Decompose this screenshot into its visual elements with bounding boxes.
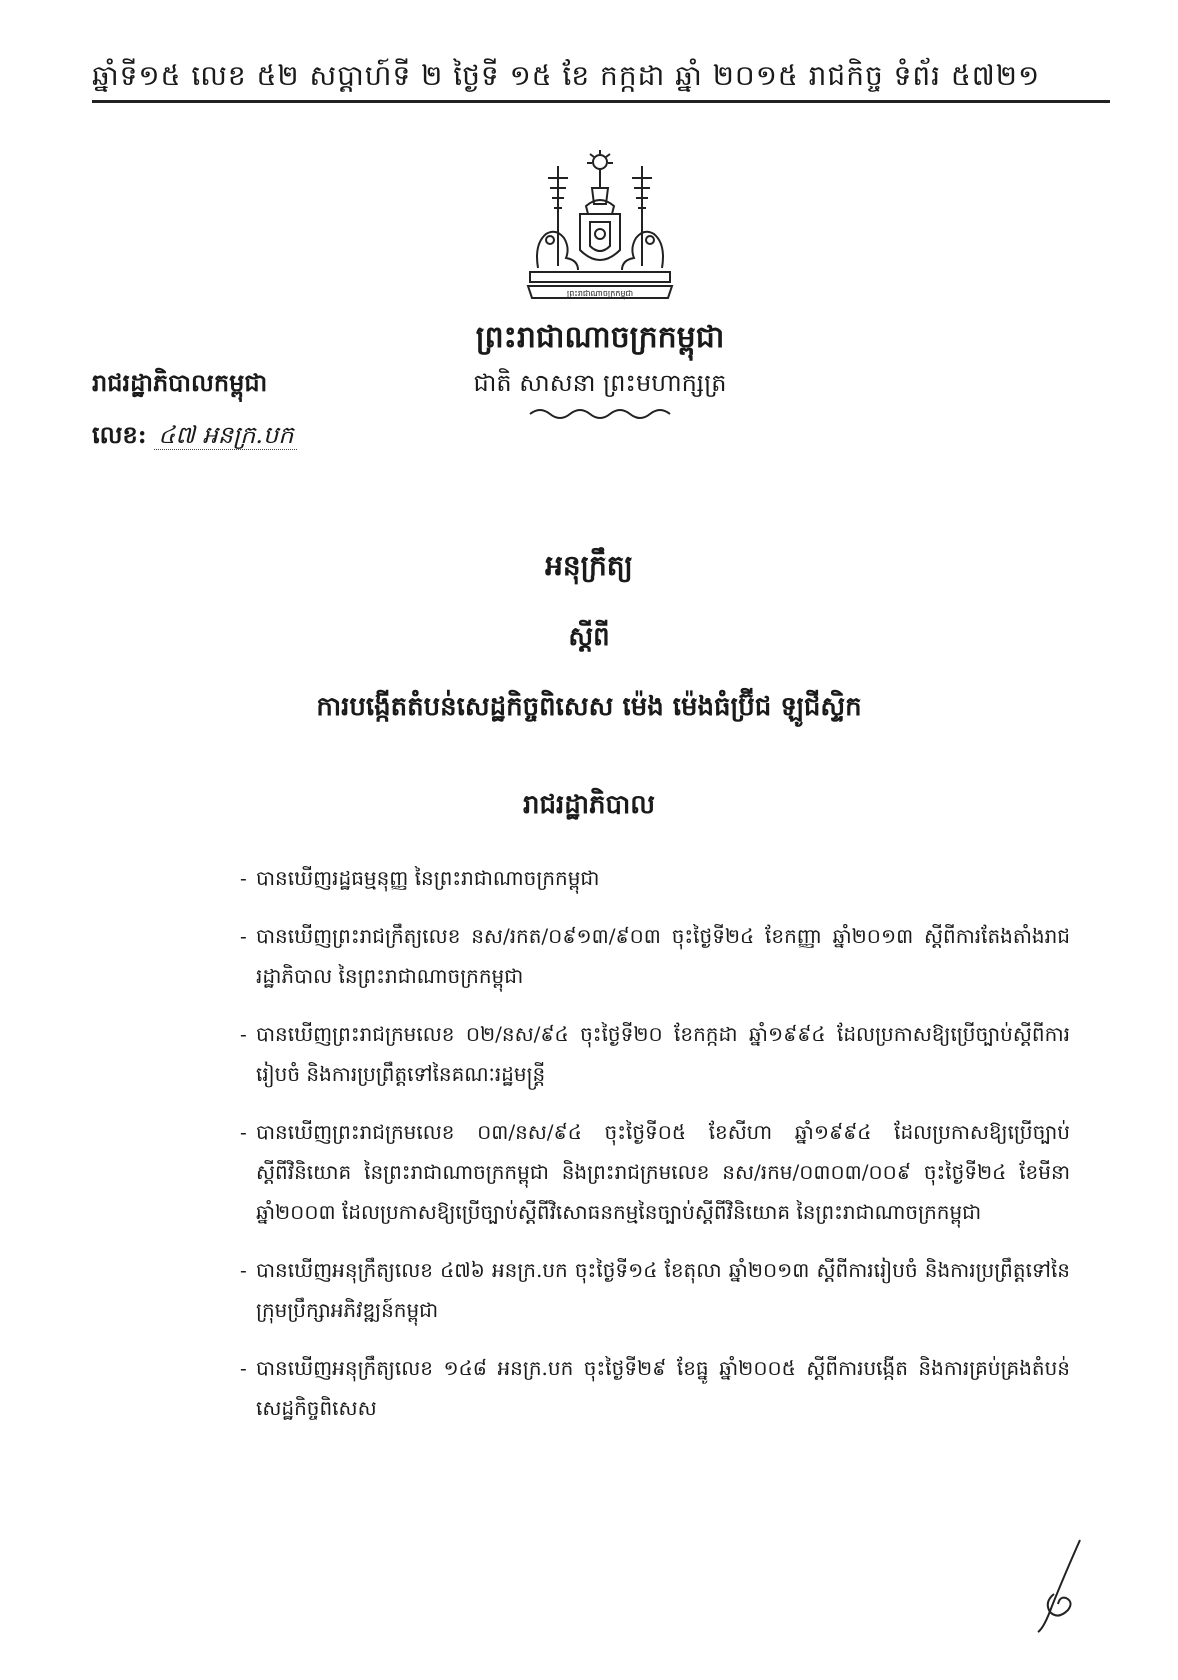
- royal-coat-of-arms-icon: [520, 148, 680, 300]
- list-item: - បានឃើញព្រះរាជក្រមលេខ ០៣/នស/៩៤ ចុះថ្ងៃទី០៥ ខែសីហា ឆ្នាំ១៩៩៤ ដែលប្រកាសឱ្យប្រើច្បាប់ស្តីពីវិនិយោគ នៃព្រះរាជាណាចក្រកម្ពុជា និងព្រះរាជក្រមលេខ នស/រកម/០៣០៣/០០៩ ចុះថ្ងៃទី២៤ ខែមីនា ឆ្នាំ២០០៣ ដែលប្រកាសឱ្យប្រើច្បាប់ស្តីពីវិសោធនកម្មនៃច្បាប់ស្តីពីវិនិយោគ នៃព្រះរាជាណាចក្រកម្ពុជា: [240, 1112, 1070, 1232]
- government-name: រាជរដ្ឋាភិបាលកម្ពុជា: [92, 368, 268, 397]
- gazette-header: ឆ្នាំទី១៥ លេខ ៥២ សប្តាហ៍ទី ២ ថ្ងៃទី ១៥ ខែ កក្កដា ឆ្នាំ ២០១៥ រាជកិច្ច ទំព័រ ៥៧២១: [92, 59, 1041, 92]
- reference-value: ៤៧ អនក្រ.បក: [154, 421, 297, 450]
- issuer: រាជរដ្ឋាភិបាល: [522, 790, 656, 820]
- list-item: - បានឃើញអនុក្រឹត្យលេខ ៤៧៦ អនក្រ.បក ចុះថ្ងៃទី១៤ ខែតុលា ឆ្នាំ២០១៣ ស្តីពីការរៀបចំ និងការប្រព្រឹត្តទៅនៃក្រុមប្រឹក្សាអភិវឌ្ឍន៍កម្ពុជា: [240, 1250, 1070, 1330]
- reference-number: [92, 420, 412, 455]
- reference-label: លេខ:: [92, 420, 147, 449]
- document-type: អនុក្រឹត្យ: [545, 549, 633, 582]
- considerations-list: [240, 858, 1070, 1446]
- kingdom-name: ព្រះរាជាណាចក្រកម្ពុជា: [475, 320, 725, 355]
- svg-text:ព្រះរាជាណាចក្រកម្ពុជា: ព្រះរាជាណាចក្រកម្ពុជា: [566, 289, 634, 298]
- national-motto: ជាតិ សាសនា ព្រះមហាក្សត្រ: [473, 369, 727, 397]
- list-item: - បានឃើញអនុក្រឹត្យលេខ ១៤៨ អនក្រ.បក ចុះថ្ងៃទី២៩ ខែធ្នូ ឆ្នាំ២០០៥ ស្តីពីការបង្កើត និងការគ្រប់គ្រងតំបន់សេដ្ឋកិច្ចពិសេស: [240, 1348, 1070, 1428]
- ornament-divider-icon: [520, 404, 680, 424]
- list-item: - បានឃើញព្រះរាជក្រមលេខ ០២/នស/៩៤ ចុះថ្ងៃទី២០ ខែកក្កដា ឆ្នាំ១៩៩៤ ដែលប្រកាសឱ្យប្រើច្បាប់ស្តីពីការរៀបចំ និងការប្រព្រឹត្តទៅនៃគណៈរដ្ឋមន្ត្រី: [240, 1014, 1070, 1094]
- signature-initials-icon: [1014, 1536, 1094, 1636]
- list-item: - បានឃើញរដ្ឋធម្មនុញ្ញ នៃព្រះរាជាណាចក្រកម្ពុជា: [240, 858, 1070, 898]
- document-on: ស្តីពី: [568, 622, 610, 652]
- document-subject: ការបង្កើតតំបន់សេដ្ឋកិច្ចពិសេស ម៉េង ម៉េងធំប្រ៊ីជ ឡូជីស្ទិក: [316, 692, 862, 722]
- header-rule: [92, 100, 1110, 103]
- list-item: - បានឃើញព្រះរាជក្រឹត្យលេខ នស/រកត/០៩១៣/៩០៣ ចុះថ្ងៃទី២៤ ខែកញ្ញា ឆ្នាំ២០១៣ ស្តីពីការតែងតាំងរាជរដ្ឋាភិបាល នៃព្រះរាជាណាចក្រកម្ពុជា: [240, 916, 1070, 996]
